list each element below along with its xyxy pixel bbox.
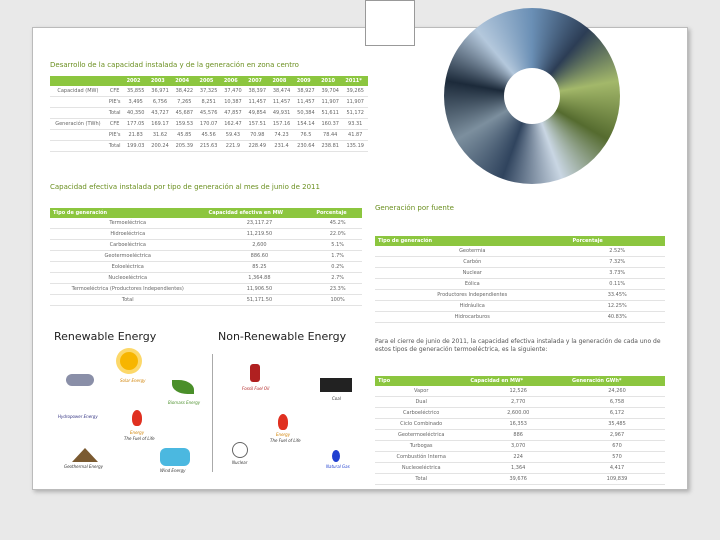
cell: 0.2% bbox=[313, 262, 362, 273]
cell: Hidráulica bbox=[375, 301, 569, 312]
generation-by-source-table bbox=[375, 236, 665, 323]
cell: 93.31 bbox=[342, 119, 368, 130]
table-row bbox=[375, 268, 665, 279]
label-oil: Fossil Fuel Oil bbox=[242, 386, 270, 391]
cell: Productores Independientes bbox=[375, 290, 569, 301]
thermo-generation-table bbox=[375, 376, 665, 485]
cell: 11,457 bbox=[245, 97, 269, 108]
cell: 70.98 bbox=[245, 130, 269, 141]
table-row bbox=[50, 97, 368, 108]
cell: 170.07 bbox=[197, 119, 221, 130]
cell: Nucleoeléctrica bbox=[50, 273, 206, 284]
cell: 7,265 bbox=[172, 97, 196, 108]
cell: 59.43 bbox=[221, 130, 245, 141]
cell: 2,967 bbox=[569, 430, 665, 441]
cell: 3,495 bbox=[124, 97, 148, 108]
header-cell bbox=[106, 76, 124, 86]
table-row bbox=[50, 86, 368, 97]
cell: 221.9 bbox=[221, 141, 245, 152]
table-row bbox=[375, 386, 665, 397]
cell: 49,854 bbox=[245, 108, 269, 119]
cell: 238.81 bbox=[318, 141, 342, 152]
sun-icon bbox=[120, 352, 138, 370]
label-wind: Wind Energy bbox=[160, 468, 186, 473]
cell: 40.83% bbox=[569, 312, 665, 323]
table-row bbox=[375, 463, 665, 474]
cell: 43,727 bbox=[148, 108, 172, 119]
cell: 570 bbox=[569, 452, 665, 463]
cell: 231.4 bbox=[269, 141, 293, 152]
label-nuclear: Nuclear bbox=[232, 460, 248, 465]
cell: 35,855 bbox=[124, 86, 148, 97]
table-row bbox=[375, 441, 665, 452]
capacity-generation-table bbox=[50, 76, 368, 152]
cell: 135.19 bbox=[342, 141, 368, 152]
cell: Vapor bbox=[375, 386, 467, 397]
cell: 2,600 bbox=[206, 240, 314, 251]
cell: 2.7% bbox=[313, 273, 362, 284]
year-header: 2007 bbox=[245, 76, 269, 86]
cell: Nuclear bbox=[375, 268, 569, 279]
cell: 78.44 bbox=[318, 130, 342, 141]
table-row bbox=[375, 474, 665, 485]
cell: 36,971 bbox=[148, 86, 172, 97]
cell: 45.2% bbox=[313, 218, 362, 229]
volcano-icon bbox=[72, 448, 98, 462]
cell: 160.37 bbox=[318, 119, 342, 130]
effective-capacity-table bbox=[50, 208, 362, 306]
table-row bbox=[375, 408, 665, 419]
year-header: 2006 bbox=[221, 76, 245, 86]
cell: Ciclo Combinado bbox=[375, 419, 467, 430]
cell: 2,770 bbox=[467, 397, 569, 408]
cell: 169.17 bbox=[148, 119, 172, 130]
year-header: 2004 bbox=[172, 76, 196, 86]
label-biomass: Biomass Energy bbox=[168, 400, 201, 405]
table-row bbox=[50, 273, 362, 284]
cell: 109,839 bbox=[569, 474, 665, 485]
energy-diagram bbox=[50, 330, 362, 472]
cell: Geotermia bbox=[375, 246, 569, 257]
header-row bbox=[50, 76, 368, 86]
table3-title: Generación por fuente bbox=[375, 204, 454, 212]
cell: 23,117.27 bbox=[206, 218, 314, 229]
table-row bbox=[50, 119, 368, 130]
cell: Carboeléctrico bbox=[375, 408, 467, 419]
cell: Eólica bbox=[375, 279, 569, 290]
cell: 6,758 bbox=[569, 397, 665, 408]
cell: 39,704 bbox=[318, 86, 342, 97]
cell: 24,260 bbox=[569, 386, 665, 397]
row-group: Generación (TWh) bbox=[50, 119, 106, 130]
cell: Turbogas bbox=[375, 441, 467, 452]
cell: Total bbox=[50, 295, 206, 306]
header-row bbox=[375, 376, 665, 386]
cell: 154.14 bbox=[294, 119, 318, 130]
header-row bbox=[50, 208, 362, 218]
cell: Combustión Interna bbox=[375, 452, 467, 463]
year-header: 2010 bbox=[318, 76, 342, 86]
header-cell: Tipo de generación bbox=[50, 208, 206, 218]
table1-title: Desarrollo de la capacidad instalada y de la generación en zona centro bbox=[50, 61, 299, 69]
table-row bbox=[375, 312, 665, 323]
decorative-frame bbox=[365, 0, 415, 46]
cell: 11,907 bbox=[342, 97, 368, 108]
label-fuel-of-life: The Fuel of Life bbox=[124, 436, 155, 441]
table-row bbox=[375, 290, 665, 301]
cell: 51,172 bbox=[342, 108, 368, 119]
cell: Termoeléctrica (Productores Independientes) bbox=[50, 284, 206, 295]
cell: 39,265 bbox=[342, 86, 368, 97]
cell: 45.85 bbox=[172, 130, 196, 141]
cell: 199.03 bbox=[124, 141, 148, 152]
header-cell bbox=[50, 76, 106, 86]
cell: 37,470 bbox=[221, 86, 245, 97]
year-header: 2011* bbox=[342, 76, 368, 86]
label-natural-gas: Natural Gas bbox=[326, 464, 350, 469]
cell: 3,070 bbox=[467, 441, 569, 452]
cell: 74.23 bbox=[269, 130, 293, 141]
row-label: PIE's bbox=[106, 97, 124, 108]
cell: 38,422 bbox=[172, 86, 196, 97]
cell: 177.05 bbox=[124, 119, 148, 130]
cell: 40,350 bbox=[124, 108, 148, 119]
cell: Total bbox=[375, 474, 467, 485]
cell: 162.47 bbox=[221, 119, 245, 130]
renewable-title: Renewable Energy bbox=[54, 330, 157, 343]
cell: 4,417 bbox=[569, 463, 665, 474]
cell: 11,907 bbox=[318, 97, 342, 108]
cell: 157.51 bbox=[245, 119, 269, 130]
cell: Eoloeléctrica bbox=[50, 262, 206, 273]
row-label: CFE bbox=[106, 119, 124, 130]
cell: 215.63 bbox=[197, 141, 221, 152]
year-header: 2009 bbox=[294, 76, 318, 86]
cell: Dual bbox=[375, 397, 467, 408]
label-geothermal: Geothermal Energy bbox=[64, 464, 104, 469]
cell: 205.39 bbox=[172, 141, 196, 152]
cell: 100% bbox=[313, 295, 362, 306]
cell: 45,687 bbox=[172, 108, 196, 119]
cell: 228.49 bbox=[245, 141, 269, 152]
cell: 45.56 bbox=[197, 130, 221, 141]
cell: 51,611 bbox=[318, 108, 342, 119]
table-row bbox=[50, 295, 362, 306]
cell: 85.25 bbox=[206, 262, 314, 273]
fire-icon bbox=[278, 414, 288, 430]
cell: 1,364.88 bbox=[206, 273, 314, 284]
row-label: PIE's bbox=[106, 130, 124, 141]
table-row bbox=[375, 246, 665, 257]
cell: 6,756 bbox=[148, 97, 172, 108]
year-header: 2003 bbox=[148, 76, 172, 86]
cell: 49,931 bbox=[269, 108, 293, 119]
cell: 10,387 bbox=[221, 97, 245, 108]
cell: 12.25% bbox=[569, 301, 665, 312]
cell: Nucleoeléctrica bbox=[375, 463, 467, 474]
cell: 6,172 bbox=[569, 408, 665, 419]
header-cell: Capacidad en MW* bbox=[467, 376, 569, 386]
cell: 50,384 bbox=[294, 108, 318, 119]
cell: 886.60 bbox=[206, 251, 314, 262]
year-header: 2008 bbox=[269, 76, 293, 86]
cell: 33.45% bbox=[569, 290, 665, 301]
cell: 12,526 bbox=[467, 386, 569, 397]
year-header: 2005 bbox=[197, 76, 221, 86]
table-row bbox=[50, 284, 362, 295]
row-label: Total bbox=[106, 108, 124, 119]
cell: 7.32% bbox=[569, 257, 665, 268]
header-cell: Generación GWh* bbox=[569, 376, 665, 386]
header-cell: Tipo de generación bbox=[375, 236, 569, 246]
cell: Geotermoeléctrica bbox=[375, 430, 467, 441]
cell: 11,457 bbox=[269, 97, 293, 108]
cell: Termoeléctrica bbox=[50, 218, 206, 229]
table-row bbox=[375, 452, 665, 463]
cell: 3.73% bbox=[569, 268, 665, 279]
cell: Carboeléctrica bbox=[50, 240, 206, 251]
cell: 1.7% bbox=[313, 251, 362, 262]
cell: 31.62 bbox=[148, 130, 172, 141]
cell: Hidrocarburos bbox=[375, 312, 569, 323]
table-row bbox=[50, 251, 362, 262]
table-row bbox=[375, 419, 665, 430]
cell: 1,364 bbox=[467, 463, 569, 474]
table-row bbox=[50, 108, 368, 119]
oil-barrel-icon bbox=[250, 364, 260, 382]
row-label: Total bbox=[106, 141, 124, 152]
row-group bbox=[50, 108, 106, 119]
cell: 16,353 bbox=[467, 419, 569, 430]
fire-icon bbox=[132, 410, 142, 426]
cell: 38,927 bbox=[294, 86, 318, 97]
cell: 11,219.50 bbox=[206, 229, 314, 240]
cell: 2,600.00 bbox=[467, 408, 569, 419]
table-row bbox=[50, 141, 368, 152]
nonrenewable-title: Non-Renewable Energy bbox=[218, 330, 347, 343]
cell: 38,474 bbox=[269, 86, 293, 97]
cell: 5.1% bbox=[313, 240, 362, 251]
table-row bbox=[375, 430, 665, 441]
label-fuel-of-life: The Fuel of Life bbox=[270, 438, 301, 443]
energy-photo-collage bbox=[444, 8, 620, 184]
table-row bbox=[50, 229, 362, 240]
cell: 157.16 bbox=[269, 119, 293, 130]
label-energy: Energy bbox=[276, 432, 291, 437]
cell: Carbón bbox=[375, 257, 569, 268]
cell: 39,676 bbox=[467, 474, 569, 485]
header-cell: Porcentaje bbox=[313, 208, 362, 218]
cell: 21.83 bbox=[124, 130, 148, 141]
header-cell: Porcentaje bbox=[569, 236, 665, 246]
row-group bbox=[50, 97, 106, 108]
cell: 38,397 bbox=[245, 86, 269, 97]
cell: 0.11% bbox=[569, 279, 665, 290]
cell: 11,457 bbox=[294, 97, 318, 108]
cell: 41.87 bbox=[342, 130, 368, 141]
cell: Geotermoeléctrica bbox=[50, 251, 206, 262]
cell: 2.52% bbox=[569, 246, 665, 257]
table-row bbox=[375, 397, 665, 408]
cell: 200.24 bbox=[148, 141, 172, 152]
cell: Hidroeléctrica bbox=[50, 229, 206, 240]
table-row bbox=[50, 218, 362, 229]
cell: 670 bbox=[569, 441, 665, 452]
coal-train-icon bbox=[320, 378, 352, 392]
divider bbox=[212, 354, 213, 472]
cell: 224 bbox=[467, 452, 569, 463]
table-row bbox=[375, 279, 665, 290]
cell: 37,325 bbox=[197, 86, 221, 97]
gas-flame-icon bbox=[332, 450, 340, 462]
cell: 23.3% bbox=[313, 284, 362, 295]
label-coal: Coal bbox=[332, 396, 341, 401]
leaf-icon bbox=[172, 380, 194, 394]
table-row bbox=[50, 262, 362, 273]
table-row bbox=[375, 257, 665, 268]
intro-paragraph: Para el cierre de junio de 2011, la capacidad efectiva instalada y la generación de cada uno de estos tipos de generación termoeléctrica, es la siguiente: bbox=[375, 338, 661, 353]
table-row bbox=[50, 240, 362, 251]
row-label: CFE bbox=[106, 86, 124, 97]
cell: 35,485 bbox=[569, 419, 665, 430]
rain-cloud-icon bbox=[66, 374, 94, 386]
cell: 45,576 bbox=[197, 108, 221, 119]
cell: 22.0% bbox=[313, 229, 362, 240]
row-group: Capacidad (MW) bbox=[50, 86, 106, 97]
row-group bbox=[50, 141, 106, 152]
cell: 51,171.50 bbox=[206, 295, 314, 306]
cell: 159.53 bbox=[172, 119, 196, 130]
table-row bbox=[50, 130, 368, 141]
header-cell: Tipo bbox=[375, 376, 467, 386]
label-energy: Energy bbox=[130, 430, 145, 435]
table2-title: Capacidad efectiva instalada por tipo de generación al mes de junio de 2011 bbox=[50, 183, 320, 191]
label-solar: Solar Energy bbox=[120, 378, 146, 383]
table-row bbox=[375, 301, 665, 312]
header-row bbox=[375, 236, 665, 246]
header-cell: Capacidad efectiva en MW bbox=[206, 208, 314, 218]
year-header: 2002 bbox=[124, 76, 148, 86]
atom-icon bbox=[232, 442, 248, 458]
cell: 230.64 bbox=[294, 141, 318, 152]
cell: 8,251 bbox=[197, 97, 221, 108]
wind-wave-icon bbox=[160, 448, 190, 466]
cell: 886 bbox=[467, 430, 569, 441]
cell: 76.5 bbox=[294, 130, 318, 141]
cell: 47,857 bbox=[221, 108, 245, 119]
row-group bbox=[50, 130, 106, 141]
cell: 11,906.50 bbox=[206, 284, 314, 295]
label-hydro: Hydropower Energy bbox=[58, 414, 98, 419]
